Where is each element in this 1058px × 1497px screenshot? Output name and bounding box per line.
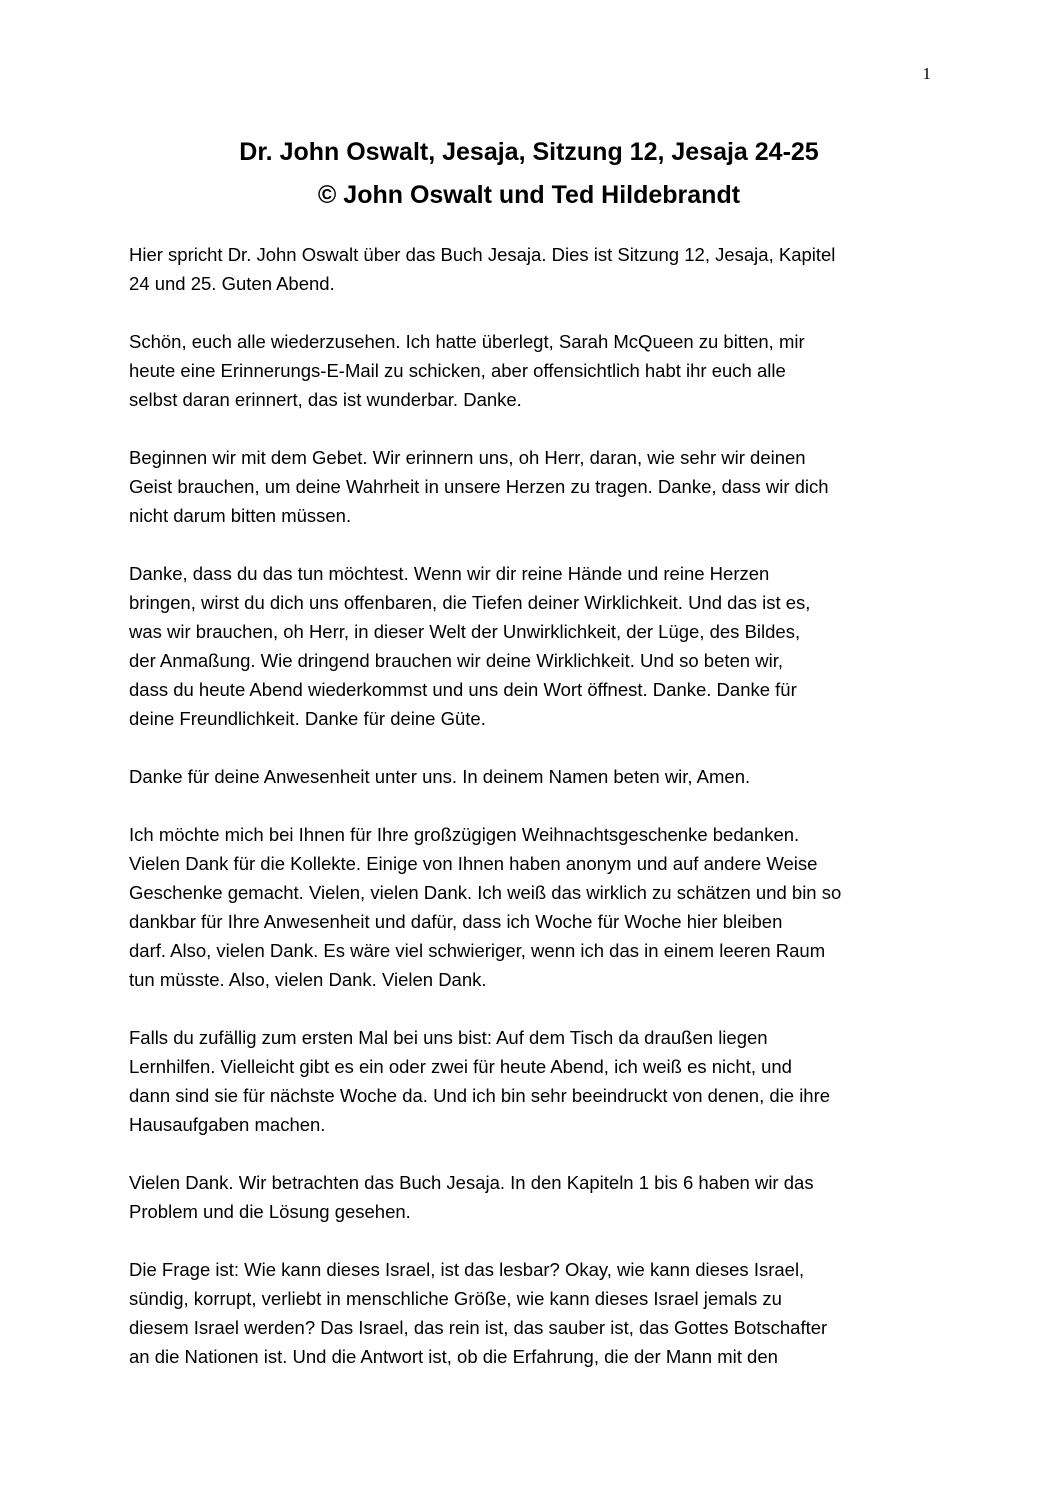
text-line: Danke für deine Anwesenheit unter uns. In deinem Namen beten wir, Amen. (129, 766, 751, 787)
text-line: Geist brauchen, um deine Wahrheit in unsere Herzen zu tragen. Danke, dass wir dich (129, 476, 829, 497)
text-line: Geschenke gemacht. Vielen, vielen Dank. Ich weiß das wirklich zu schätzen und bin so (129, 882, 842, 903)
text-line: Die Frage ist: Wie kann dieses Israel, ist das lesbar? Okay, wie kann dieses Israel, (129, 1259, 805, 1280)
paragraph (129, 1168, 944, 1226)
text-line: Schön, euch alle wiederzusehen. Ich hatte überlegt, Sarah McQueen zu bitten, mir (129, 331, 805, 352)
text-line: Hier spricht Dr. John Oswalt über das Buch Jesaja. Dies ist Sitzung 12, Jesaja, Kapitel (129, 244, 836, 265)
paragraph (129, 559, 944, 733)
paragraph (129, 762, 944, 791)
text-line: Vielen Dank. Wir betrachten das Buch Jesaja. In den Kapiteln 1 bis 6 haben wir das (129, 1172, 814, 1193)
text-line: Hausaufgaben machen. (129, 1114, 326, 1135)
text-line: Lernhilfen. Vielleicht gibt es ein oder zwei für heute Abend, ich weiß es nicht, und (129, 1056, 792, 1077)
paragraph (129, 820, 944, 994)
text-line: Falls du zufällig zum ersten Mal bei uns bist: Auf dem Tisch da draußen liegen (129, 1027, 768, 1048)
title-line-1: Dr. John Oswalt, Jesaja, Sitzung 12, Jesaja 24-25 (239, 138, 819, 166)
text-line: an die Nationen ist. Und die Antwort ist, ob die Erfahrung, die der Mann mit den (129, 1346, 778, 1367)
text-line: diesem Israel werden? Das Israel, das rein ist, das sauber ist, das Gottes Botschafter (129, 1317, 828, 1338)
text-line: dankbar für Ihre Anwesenheit und dafür, dass ich Woche für Woche hier bleiben (129, 911, 783, 932)
title-line-2: © John Oswalt und Ted Hildebrandt (317, 181, 741, 209)
text-line: der Anmaßung. Wie dringend brauchen wir deine Wirklichkeit. Und so beten wir, (129, 650, 783, 671)
text-line: dass du heute Abend wiederkommst und uns dein Wort öffnest. Danke. Danke für (129, 679, 797, 700)
paragraph (129, 240, 944, 298)
paragraph (129, 1023, 944, 1139)
paragraph (129, 327, 944, 414)
text-line: Problem und die Lösung gesehen. (129, 1201, 411, 1222)
text-line: darf. Also, vielen Dank. Es wäre viel schwieriger, wenn ich das in einem leeren Raum (129, 940, 826, 961)
text-line: dann sind sie für nächste Woche da. Und ich bin sehr beeindruckt von denen, die ihre (129, 1085, 831, 1106)
text-line: Ich möchte mich bei Ihnen für Ihre großzügigen Weihnachtsgeschenke bedanken. (129, 824, 800, 845)
text-line: heute eine Erinnerungs-E-Mail zu schicken, aber offensichtlich habt ihr euch alle (129, 360, 786, 381)
text-line: Vielen Dank für die Kollekte. Einige von Ihnen haben anonym und auf andere Weise (129, 853, 818, 874)
text-line: Beginnen wir mit dem Gebet. Wir erinnern uns, oh Herr, daran, wie sehr wir deinen (129, 447, 806, 468)
paragraph (129, 1255, 944, 1371)
text-line: deine Freundlichkeit. Danke für deine Güte. (129, 708, 486, 729)
text-line: nicht darum bitten müssen. (129, 505, 352, 526)
text-line: sündig, korrupt, verliebt in menschliche Größe, wie kann dieses Israel jemals zu (129, 1288, 782, 1309)
text-line: 24 und 25. Guten Abend. (129, 273, 335, 294)
text-line: tun müsste. Also, vielen Dank. Vielen Dank. (129, 969, 487, 990)
text-line: bringen, wirst du dich uns offenbaren, die Tiefen deiner Wirklichkeit. Und das ist es, (129, 592, 811, 613)
paragraph (129, 443, 944, 530)
text-line: selbst daran erinnert, das ist wunderbar. Danke. (129, 389, 522, 410)
page-number: 1 (922, 64, 931, 83)
text-line: Danke, dass du das tun möchtest. Wenn wir dir reine Hände und reine Herzen (129, 563, 770, 584)
text-line: was wir brauchen, oh Herr, in dieser Welt der Unwirklichkeit, der Lüge, des Bildes, (129, 621, 801, 642)
document-title (129, 131, 929, 217)
document-body (129, 240, 944, 1400)
